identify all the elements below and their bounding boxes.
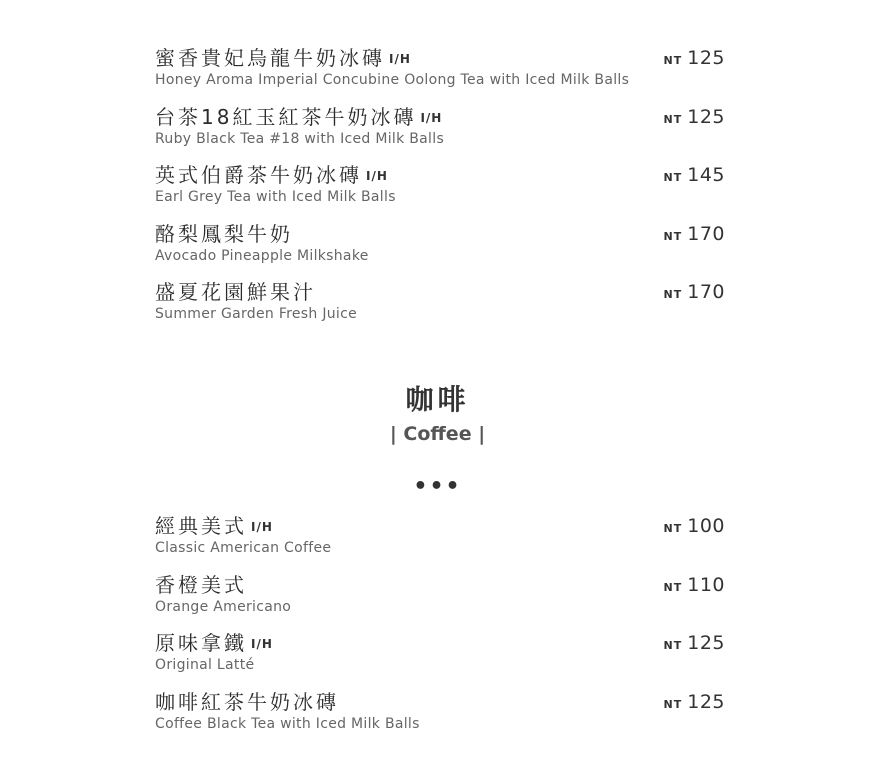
menu-item — [155, 104, 725, 163]
currency-label: NT — [663, 288, 683, 302]
currency-label: NT — [663, 54, 683, 67]
item-name-en: Summer Garden Fresh Juice — [155, 306, 358, 323]
hot-iced-tag: I/H — [366, 169, 388, 184]
item-name-zh: 英式伯爵茶牛奶冰磚 — [155, 163, 362, 188]
currency-label: NT — [663, 171, 683, 185]
menu-item — [155, 221, 725, 280]
item-name-zh: 蜜香貴妃烏龍牛奶冰磚 — [155, 46, 385, 70]
item-price — [664, 162, 725, 191]
item-price — [664, 513, 725, 542]
item-name-zh: 香橙美式 — [155, 572, 247, 597]
item-name-en: Orange Americano — [155, 598, 292, 615]
menu-item — [155, 45, 725, 104]
item-price — [664, 630, 725, 659]
menu-item — [155, 689, 725, 748]
currency-label: NT — [663, 697, 683, 711]
menu-item — [155, 162, 725, 221]
price-amount: 125 — [687, 690, 725, 713]
currency-label: NT — [663, 580, 683, 594]
item-name-zh: 台茶18紅玉紅茶牛奶冰磚 — [155, 104, 417, 129]
menu-item — [155, 513, 725, 572]
menu-item — [155, 572, 725, 631]
item-name-en: Honey Aroma Imperial Concubine Oolong Tea with Iced Milk Balls — [155, 72, 630, 88]
hot-iced-tag: I/H — [389, 52, 411, 66]
item-name-zh: 原味拿鐵 — [155, 631, 247, 656]
currency-label: NT — [663, 522, 683, 535]
item-price — [664, 279, 725, 308]
coffee-list — [155, 513, 725, 747]
currency-label: NT — [663, 229, 683, 243]
hot-iced-tag: I/H — [420, 110, 443, 125]
item-price — [664, 572, 725, 601]
price-amount: 100 — [687, 515, 725, 537]
item-name-en: Original Latté — [155, 657, 255, 674]
item-name-en: Avocado Pineapple Milkshake — [155, 247, 369, 264]
item-price — [664, 689, 725, 718]
hot-iced-tag: I/H — [251, 637, 273, 652]
item-name-en: Coffee Black Tea with Iced Milk Balls — [155, 715, 420, 732]
menu-item — [155, 279, 725, 338]
item-name-en: Classic American Coffee — [155, 540, 332, 556]
currency-label: NT — [663, 112, 683, 126]
price-amount: 125 — [687, 47, 725, 69]
item-name-zh: 咖啡紅茶牛奶冰磚 — [155, 689, 339, 714]
price-amount: 170 — [687, 281, 725, 304]
item-price — [664, 45, 725, 74]
section-divider: ••• — [413, 474, 462, 499]
section-title-zh: 咖啡 — [405, 383, 470, 416]
item-price — [664, 221, 725, 250]
item-name-zh: 盛夏花園鮮果汁 — [155, 280, 316, 305]
section-title-en: | Coffee | — [389, 423, 486, 445]
drinks-list — [155, 45, 725, 338]
menu-item — [155, 630, 725, 689]
price-amount: 125 — [687, 632, 725, 655]
item-name-zh: 酪梨鳳梨牛奶 — [155, 221, 293, 246]
price-amount: 145 — [687, 164, 725, 187]
item-name-zh: 經典美式 — [155, 514, 247, 538]
item-price — [664, 104, 725, 133]
price-amount: 125 — [687, 105, 725, 128]
price-amount: 110 — [687, 573, 725, 596]
price-amount: 170 — [687, 222, 725, 245]
hot-iced-tag: I/H — [251, 520, 273, 534]
item-name-en: Earl Grey Tea with Iced Milk Balls — [155, 189, 396, 206]
currency-label: NT — [663, 639, 683, 653]
item-name-en: Ruby Black Tea #18 with Iced Milk Balls — [155, 130, 445, 147]
